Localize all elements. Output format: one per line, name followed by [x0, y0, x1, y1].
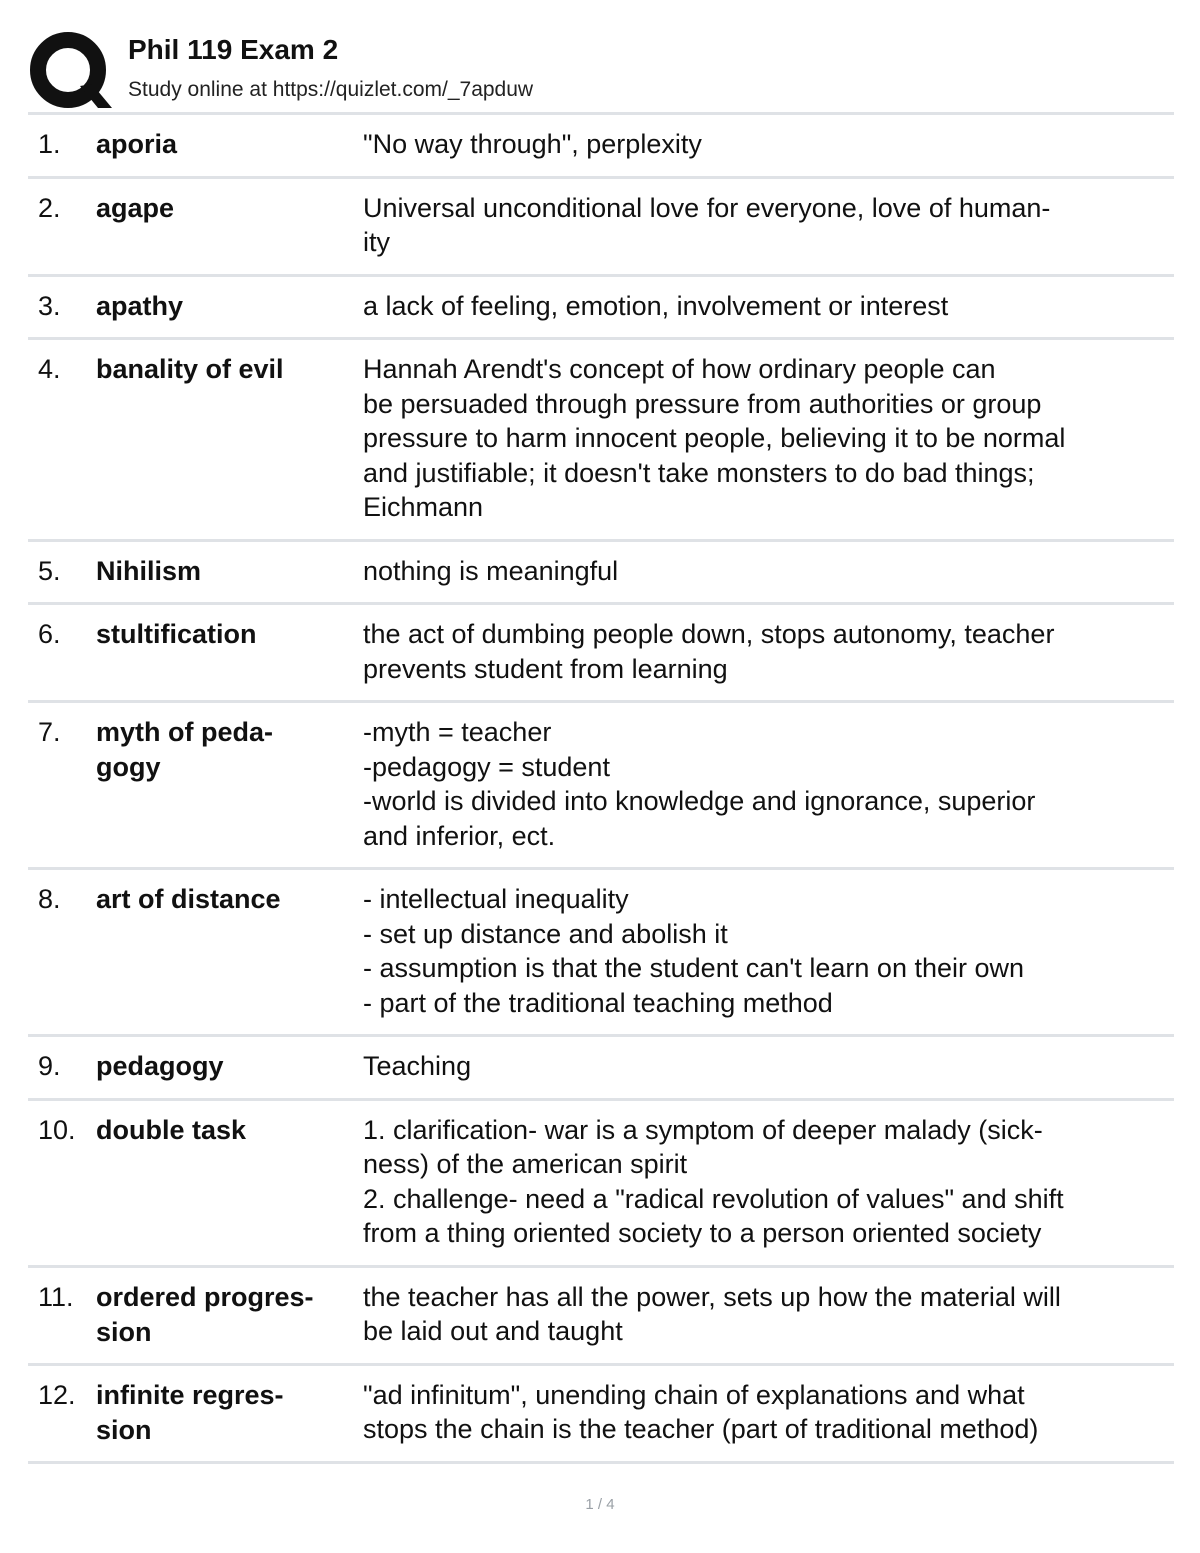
definition-line: - assumption is that the student can't learn on their own: [363, 953, 1025, 983]
card-number: 8.: [38, 884, 61, 914]
card-definition: [363, 1101, 1163, 1265]
definition-line: -myth = teacher: [363, 717, 552, 747]
definition-line: - part of the traditional teaching method: [363, 987, 833, 1018]
definition-line: Eichmann: [363, 492, 484, 522]
card-number: 12.: [38, 1379, 76, 1410]
term-line: art of distance: [96, 884, 281, 914]
card-definition: [363, 277, 1163, 338]
card-definition: [363, 340, 1163, 539]
card-number: 6.: [38, 619, 61, 649]
term-line: infinite regres-: [96, 1379, 284, 1410]
card-term: [96, 617, 358, 652]
definition-line: "ad infinitum", unending chain of explanations and what: [363, 1379, 1025, 1410]
term-line: apathy: [96, 290, 184, 321]
flashcard-row: [28, 605, 1174, 703]
definition-line: -pedagogy = student: [363, 751, 610, 782]
term-line: aporia: [96, 129, 178, 159]
definition-line: Universal unconditional love for everyone, love of human-: [363, 192, 1051, 223]
term-line: pedagogy: [96, 1051, 224, 1081]
definition-line: the act of dumbing people down, stops autonomy, teacher: [363, 619, 1055, 649]
card-term: [96, 882, 358, 917]
card-term: [96, 289, 358, 324]
term-line: gogy: [96, 752, 161, 782]
flashcard-row: [28, 115, 1174, 179]
term-line: banality of evil: [96, 354, 284, 384]
definition-line: prevents student from learning: [363, 653, 728, 684]
card-definition: [363, 703, 1163, 867]
definition-line: Hannah Arendt's concept of how ordinary people can: [363, 354, 996, 384]
term-line: stultification: [96, 619, 257, 649]
flashcard-row: [28, 542, 1174, 606]
card-definition: [363, 542, 1163, 603]
card-term: [96, 1280, 358, 1350]
card-definition: [363, 1366, 1163, 1461]
card-number: 11.: [38, 1281, 74, 1312]
card-number: 7.: [38, 717, 61, 747]
card-number: 10.: [38, 1114, 76, 1145]
card-number: 3.: [38, 290, 61, 321]
flashcard-row: [28, 1101, 1174, 1268]
definition-line: and inferior, ect.: [363, 820, 556, 851]
flashcard-row: [28, 870, 1174, 1037]
quizlet-logo-icon: [28, 30, 112, 114]
card-term: [96, 1378, 358, 1448]
card-term: [96, 127, 358, 162]
page-header: [28, 28, 1174, 112]
card-number: 1.: [38, 129, 61, 159]
definition-line: a lack of feeling, emotion, involvement or interest: [363, 290, 949, 321]
definition-line: the teacher has all the power, sets up how the material will: [363, 1281, 1061, 1312]
card-term: [96, 1049, 358, 1084]
card-definition: [363, 115, 1163, 176]
flashcard-row: [28, 179, 1174, 277]
card-definition: [363, 605, 1163, 700]
definition-line: 2. challenge- need a "radical revolution of values" and shift: [363, 1183, 1064, 1214]
definition-line: 1. clarification- war is a symptom of deeper malady (sick-: [363, 1114, 1043, 1145]
definition-line: be laid out and taught: [363, 1316, 623, 1346]
card-term: [96, 352, 358, 387]
definition-line: from a thing oriented society to a person oriented society: [363, 1218, 1042, 1248]
card-number: 2.: [38, 192, 61, 223]
term-line: Nihilism: [96, 555, 202, 586]
definition-line: and justifiable; it doesn't take monsters to do bad things;: [363, 457, 1035, 488]
term-line: double task: [96, 1114, 247, 1145]
definition-line: be persuaded through pressure from authorities or group: [363, 388, 1042, 419]
term-line: sion: [96, 1316, 152, 1347]
definition-line: - intellectual inequality: [363, 884, 629, 914]
card-definition: [363, 179, 1163, 274]
card-definition: [363, 1037, 1163, 1098]
definition-line: stops the chain is the teacher (part of traditional method): [363, 1414, 1039, 1444]
card-number: 5.: [38, 555, 61, 586]
card-definition: [363, 870, 1163, 1034]
term-line: sion: [96, 1414, 152, 1445]
flashcard-row: [28, 277, 1174, 341]
flashcard-row: [28, 1366, 1174, 1464]
term-line: ordered progres-: [96, 1281, 314, 1312]
card-number: 9.: [38, 1051, 61, 1081]
flashcard-list: [28, 115, 1174, 1464]
page-title: Phil 119 Exam 2: [128, 34, 339, 65]
flashcard-row: [28, 703, 1174, 870]
card-term: [96, 191, 358, 226]
card-term: [96, 715, 358, 785]
card-term: [96, 1113, 358, 1148]
term-line: myth of peda-: [96, 717, 274, 747]
term-line: agape: [96, 192, 175, 223]
card-definition: [363, 1268, 1163, 1363]
definition-line: "No way through", perplexity: [363, 129, 702, 159]
definition-line: nothing is meaningful: [363, 555, 619, 586]
definition-line: - set up distance and abolish it: [363, 918, 728, 949]
flashcard-row: [28, 1268, 1174, 1366]
page-number: 1 / 4: [585, 1496, 615, 1513]
definition-line: pressure to harm innocent people, believing it to be normal: [363, 423, 1066, 453]
definition-line: ity: [363, 227, 390, 257]
study-online-link[interactable]: Study online at https://quizlet.com/_7apduw: [128, 78, 534, 101]
definition-line: -world is divided into knowledge and ignorance, superior: [363, 786, 1036, 816]
flashcard-row: [28, 1037, 1174, 1101]
definition-line: Teaching: [363, 1051, 472, 1081]
card-number: 4.: [38, 354, 61, 384]
flashcard-row: [28, 340, 1174, 542]
card-term: [96, 554, 358, 589]
definition-line: ness) of the american spirit: [363, 1149, 688, 1179]
